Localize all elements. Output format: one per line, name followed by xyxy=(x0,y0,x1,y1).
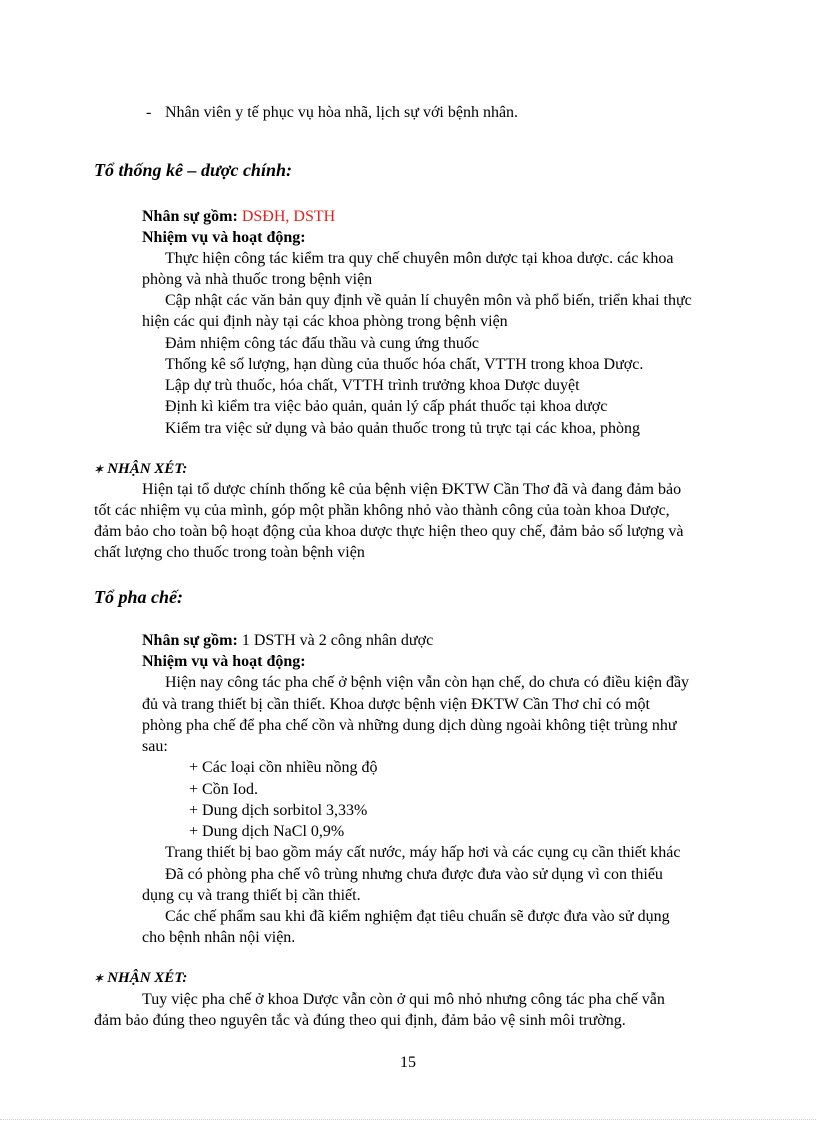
remark-line: đảm bảo cho toàn bộ hoạt động của khoa dược thực hiện theo quy chế, đảm bảo số lượng và xyxy=(94,523,684,540)
remark-label: NHẬN XÉT: xyxy=(107,461,188,477)
staff-label: Nhân sự gồm: xyxy=(142,208,238,225)
section-heading-pha-che: Tổ pha chế: xyxy=(94,587,183,607)
duties-label-pha-che: Nhiệm vụ và hoạt động: xyxy=(142,653,306,670)
paragraph-line: đủ và trang thiết bị cần thiết. Khoa dược bệnh viện ĐKTW Cần Thơ chỉ có một xyxy=(142,696,650,713)
duty-line: Định kì kiểm tra việc bảo quản, quản lý cấp phát thuốc tại khoa dược xyxy=(165,398,608,415)
page-number: 15 xyxy=(400,1054,416,1071)
remark-line: chất lượng cho thuốc trong toàn bệnh viện xyxy=(94,544,365,561)
duty-line: phòng và nhà thuốc trong bệnh viện xyxy=(142,271,373,288)
duty-line: Lập dự trù thuốc, hóa chất, VTTH trình trưởng khoa Dược duyệt xyxy=(165,377,580,394)
product-item: + Cồn Iod. xyxy=(189,781,259,798)
duty-line: Đảm nhiệm công tác đấu thầu và cung ứng thuốc xyxy=(165,335,479,352)
paragraph-line: Trang thiết bị bao gồm máy cất nước, máy hấp hơi và các cụng cụ cần thiết khác xyxy=(165,844,681,861)
remark-label: NHẬN XÉT: xyxy=(107,970,188,986)
remark-line: Tuy việc pha chế ở khoa Dược vẫn còn ở qui mô nhỏ nhưng công tác pha chế vẫn xyxy=(142,991,665,1008)
paragraph-line: cho bệnh nhân nội viện. xyxy=(142,929,296,946)
page-edge-divider xyxy=(0,1119,816,1120)
bullet-dash: - xyxy=(146,104,152,121)
paragraph-line: Đã có phòng pha chế vô trùng nhưng chưa được đưa vào sử dụng vì con thiếu xyxy=(165,866,663,883)
duty-line: Thực hiện công tác kiểm tra quy chế chuyên môn dược tại khoa dược. các khoa xyxy=(165,250,674,267)
paragraph-line: Hiện nay công tác pha chế ở bệnh viện vẫn còn hạn chế, do chưa có điều kiện đầy xyxy=(165,674,690,691)
product-item: + Dung dịch NaCl 0,9% xyxy=(189,823,345,840)
staff-line-thong-ke xyxy=(142,206,335,228)
remark-star-icon: ✶ xyxy=(94,973,104,985)
staff-value: 1 DSTH và 2 công nhân dược xyxy=(241,632,434,649)
duty-line: Thống kê số lượng, hạn dùng của thuốc hóa chất, VTTH trong khoa Dược. xyxy=(165,356,644,373)
intro-bullet-text: Nhân viên y tế phục vụ hòa nhã, lịch sự với bệnh nhân. xyxy=(165,104,519,121)
section-heading-thong-ke: Tổ thống kê – dược chính: xyxy=(94,160,292,180)
remark-line: đảm bảo đúng theo nguyên tắc và đúng theo qui định, đảm bảo vệ sinh môi trường. xyxy=(94,1012,626,1029)
staff-label: Nhân sự gồm: xyxy=(142,632,238,649)
staff-line-pha-che xyxy=(142,630,433,652)
remark-star-icon: ✶ xyxy=(94,464,104,476)
duty-line: Cập nhật các văn bản quy định về quản lí chuyên môn và phổ biến, triển khai thực xyxy=(165,292,692,309)
remark-line: tốt các nhiệm vụ của mình, góp một phần không nhỏ vào thành công của toàn khoa Dược, xyxy=(94,502,670,519)
remark-heading-pha-che xyxy=(94,968,187,991)
duty-line: hiện các qui định này tại các khoa phòng trong bệnh viện xyxy=(142,313,508,330)
paragraph-line: sau: xyxy=(142,738,168,755)
duty-line: Kiểm tra việc sử dụng và bảo quản thuốc trong tủ trực tại các khoa, phòng xyxy=(165,420,640,437)
paragraph-line: phòng pha chế để pha chế cồn và những dung dịch dùng ngoài không tiệt trùng như xyxy=(142,717,677,734)
remark-line: Hiện tại tổ dược chính thống kê của bệnh viện ĐKTW Cần Thơ đã và đang đảm bảo xyxy=(142,481,682,498)
product-item: + Các loại cồn nhiều nồng độ xyxy=(189,759,378,776)
paragraph-line: dụng cụ và trang thiết bị cần thiết. xyxy=(142,887,361,904)
product-item: + Dung dịch sorbitol 3,33% xyxy=(189,802,368,819)
staff-value: DSĐH, DSTH xyxy=(241,208,336,225)
paragraph-line: Các chế phẩm sau khi đã kiểm nghiệm đạt tiêu chuẩn sẽ được đưa vào sử dụng xyxy=(165,908,670,925)
duties-label-thong-ke: Nhiệm vụ và hoạt động: xyxy=(142,229,306,246)
